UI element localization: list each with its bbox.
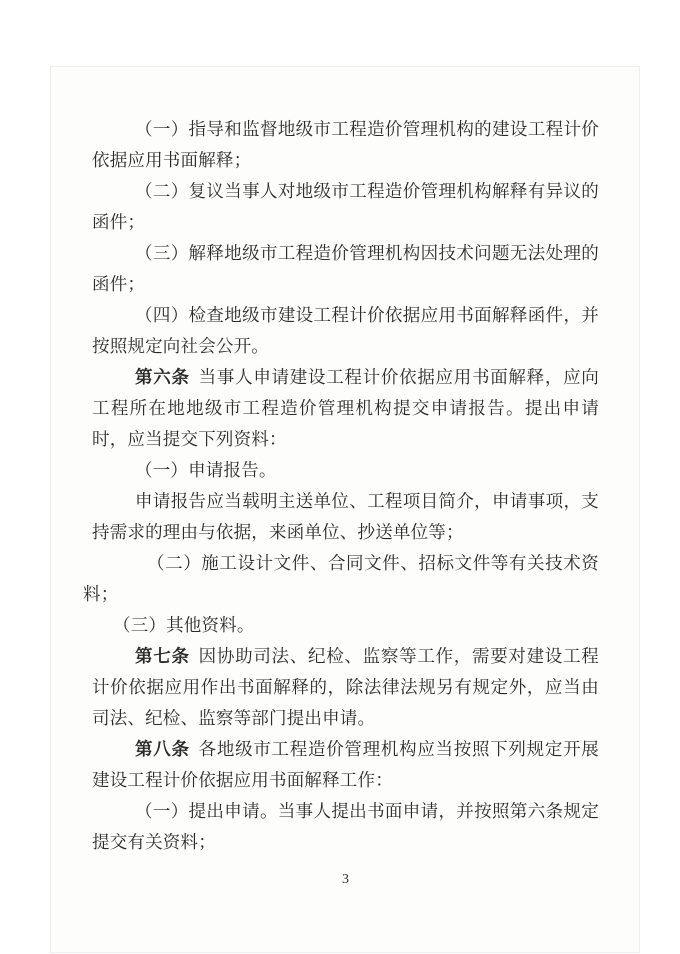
text-line: （三）其他资料。 — [113, 615, 255, 635]
line-text: 当事人申请建设工程计价依据应用书面解释，应向 — [198, 367, 599, 387]
text-line — [92, 362, 599, 393]
line-text: 因协助司法、纪检、监察等工作，需要对建设工程 — [198, 646, 599, 666]
text-line: （一）指导和监督地级市工程造价管理机构的建设工程计价 — [135, 119, 599, 139]
text-line: 料； — [83, 584, 119, 604]
text-line: 建设工程计价依据应用书面解释工作： — [92, 770, 393, 790]
text-line: （一）提出申请。当事人提出书面申请，并按照第六条规定 — [135, 801, 599, 821]
text-line: 依据应用书面解释； — [92, 150, 252, 170]
page-number: 3 — [342, 872, 349, 887]
text-line: 函件； — [92, 212, 146, 232]
text-line: （二）复议当事人对地级市工程造价管理机构解释有异议的 — [135, 181, 599, 201]
text-line: 持需求的理由与依据，来函单位、抄送单位等； — [92, 522, 464, 542]
text-line: 工程所在地地级市工程造价管理机构提交申请报告。提出申请 — [92, 398, 599, 418]
text-line — [92, 734, 599, 765]
text-line: 提交有关资料； — [92, 832, 216, 852]
text-line: 函件； — [92, 274, 146, 294]
line-text: 各地级市工程造价管理机构应当按照下列规定开展 — [198, 739, 599, 759]
text-line: 司法、纪检、监察等部门提出申请。 — [92, 708, 376, 728]
article-number: 第八条 — [135, 739, 190, 759]
article-number: 第六条 — [135, 367, 190, 387]
text-line: 按照规定向社会公开。 — [92, 336, 269, 356]
article-number: 第七条 — [135, 646, 190, 666]
text-line: （三）解释地级市工程造价管理机构因技术问题无法处理的 — [135, 243, 599, 263]
text-line: 时，应当提交下列资料： — [92, 429, 287, 449]
text-line: （四）检查地级市建设工程计价依据应用书面解释函件，并 — [135, 305, 599, 325]
text-block — [83, 114, 599, 858]
text-line: （一）申请报告。 — [135, 460, 277, 480]
text-line: 计价依据应用作出书面解释的，除法律法规另有规定外，应当由 — [92, 677, 599, 697]
text-line — [92, 641, 599, 672]
text-line: （二）施工设计文件、合同文件、招标文件等有关技术资 — [147, 553, 599, 573]
text-line: 申请报告应当载明主送单位、工程项目简介，申请事项，支 — [135, 491, 599, 511]
